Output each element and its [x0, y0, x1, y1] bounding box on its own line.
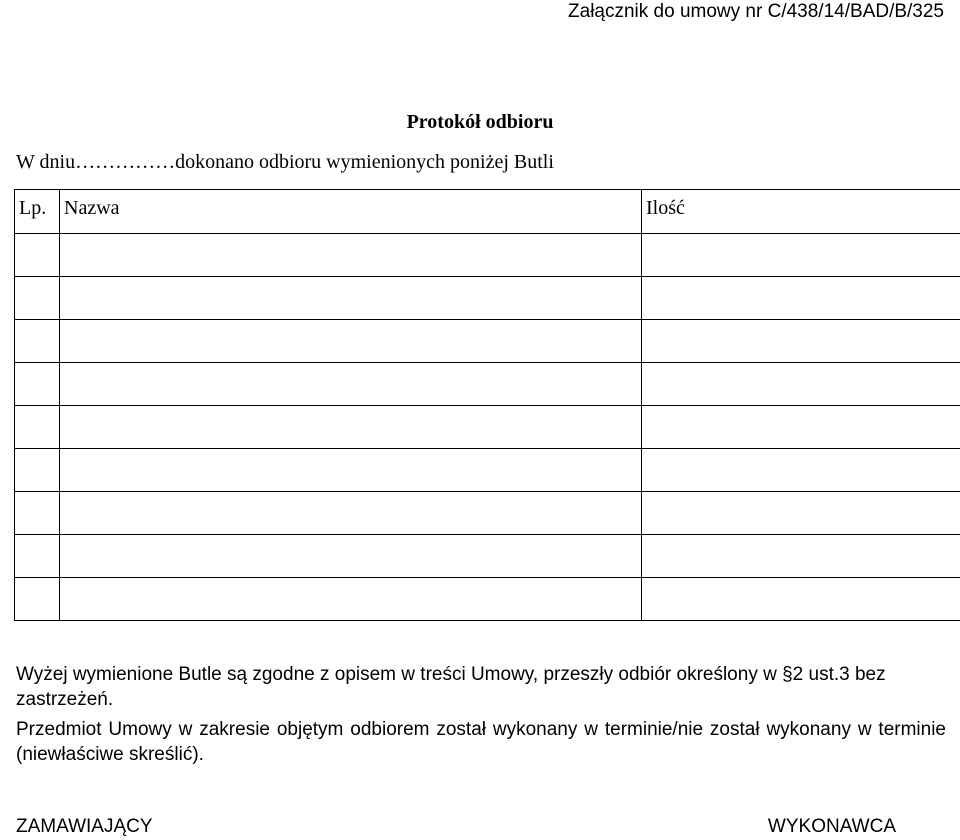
header-quantity: Ilość	[642, 190, 960, 234]
table-row	[15, 449, 960, 492]
cell-name	[60, 578, 642, 621]
cell-lp	[15, 535, 60, 578]
cell-lp	[15, 492, 60, 535]
cell-name	[60, 234, 642, 277]
cell-quantity	[642, 363, 960, 406]
items-table	[14, 189, 960, 621]
annex-title: Załącznik do umowy nr C/438/14/BAD/B/325	[568, 1, 944, 22]
table-row	[15, 535, 960, 578]
cell-quantity	[642, 449, 960, 492]
document-title: Protokół odbioru	[406, 111, 554, 133]
cell-lp	[15, 320, 60, 363]
signature-ordering-party: ZAMAWIAJĄCY	[16, 816, 153, 837]
table-row	[15, 277, 960, 320]
cell-lp	[15, 234, 60, 277]
cell-quantity	[642, 578, 960, 621]
table-row	[15, 406, 960, 449]
table-row	[15, 234, 960, 277]
intro-line: W dniu……………dokonano odbioru wymienionych poniżej Butli	[16, 151, 554, 173]
signature-contractor: WYKONAWCA	[767, 816, 896, 837]
table-row	[15, 320, 960, 363]
cell-quantity	[642, 234, 960, 277]
cell-quantity	[642, 277, 960, 320]
header-name: Nazwa	[60, 190, 642, 234]
cell-quantity	[642, 535, 960, 578]
table-row	[15, 363, 960, 406]
cell-lp	[15, 277, 60, 320]
cell-lp	[15, 363, 60, 406]
conformity-paragraph: Wyżej wymienione Butle są zgodne z opisem w treści Umowy, przeszły odbiór określony w §2 ust.3 bez zastrzeżeń.	[16, 664, 886, 710]
table-row	[15, 578, 960, 621]
cell-name	[60, 535, 642, 578]
cell-name	[60, 406, 642, 449]
cell-quantity	[642, 406, 960, 449]
cell-name	[60, 363, 642, 406]
cell-lp	[15, 449, 60, 492]
table-header-row	[15, 190, 960, 234]
cell-name	[60, 320, 642, 363]
cell-quantity	[642, 320, 960, 363]
cell-name	[60, 449, 642, 492]
header-lp: Lp.	[15, 190, 60, 234]
cell-lp	[15, 406, 60, 449]
cell-name	[60, 277, 642, 320]
table-body	[15, 234, 960, 621]
cell-quantity	[642, 492, 960, 535]
table-row	[15, 492, 960, 535]
cell-name	[60, 492, 642, 535]
cell-lp	[15, 578, 60, 621]
completion-paragraph: Przedmiot Umowy w zakresie objętym odbiorem został wykonany w terminie/nie został wykonany w terminie (niewłaściwe skreślić).	[16, 719, 946, 765]
